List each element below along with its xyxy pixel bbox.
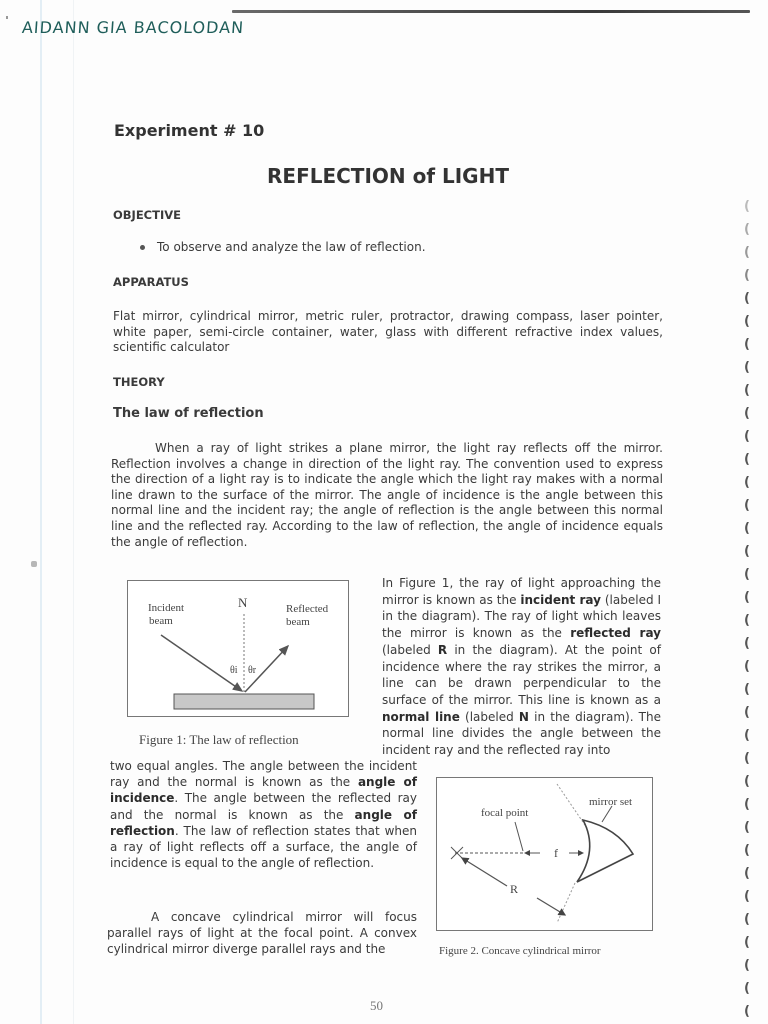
figure-1-law-of-reflection	[127, 580, 349, 717]
incident-label-2: beam	[149, 615, 173, 627]
top-rule	[232, 10, 750, 13]
reflected-label: Reflected	[286, 603, 329, 615]
mirror-set-label: mirror set	[589, 796, 633, 808]
apparatus-heading: APPARATUS	[113, 275, 189, 289]
normal-label: N	[238, 595, 248, 610]
bullet-icon	[140, 245, 145, 250]
notebook-margin-line-faint	[73, 0, 74, 1024]
reflected-label-2: beam	[286, 616, 310, 628]
objective-heading: OBJECTIVE	[113, 208, 181, 222]
page-title: REFLECTION of LIGHT	[267, 164, 509, 188]
notebook-margin-line	[40, 0, 42, 1024]
handwritten-name: AIDANN GIA BACOLODAN	[21, 18, 245, 37]
incident-label: Incident	[148, 602, 185, 614]
figure-2-caption: Figure 2. Concave cylindrical mirror	[439, 945, 601, 957]
objective-item: To observe and analyze the law of reflection.	[140, 240, 426, 254]
theta-r-label: θr	[248, 665, 257, 676]
experiment-number: Experiment # 10	[114, 121, 265, 140]
figure-2-concave-mirror	[436, 777, 653, 931]
theory-paragraph-1: When a ray of light strikes a plane mirror, the light ray reflects off the mirror. Reflection involves a change in direction of the light ray. The convention used to express the direction of a light ray is to indicate the angle which the light ray makes with a normal line drawn to the surface of the mirror. The angle of incidence is the angle between this normal line and the incident ray; the angle of reflection is the angle between this normal line and the reflected ray. According to the law of reflection, the angle of incidence equals the angle of reflection.	[111, 441, 663, 549]
scan-smudge	[31, 561, 37, 567]
radius-label: R	[510, 882, 519, 896]
theta-i-label: θi	[230, 665, 238, 676]
focal-point-label: focal point	[481, 807, 529, 819]
focal-length-label: f	[554, 846, 558, 860]
figure-1-caption: Figure 1: The law of reflection	[139, 732, 299, 747]
theory-paragraph-4: A concave cylindrical mirror will focus parallel rays of light at the focal point. A convex cylindrical mirror diverge parallel rays and the	[107, 910, 417, 957]
scan-mark	[6, 16, 8, 19]
theory-paragraph-3: two equal angles. The angle between the incident ray and the normal is known as the angle of incidence. The angle between the reflected ray and the normal is known as the angle of reflection. The law of reflection states that when a ray of light reflects off a surface, the angle of incidence is equal to the angle of reflection.	[110, 759, 418, 871]
theory-heading: THEORY	[113, 375, 165, 389]
apparatus-text: Flat mirror, cylindrical mirror, metric ruler, protractor, drawing compass, laser pointer, white paper, semi-circle container, water, glass with different refractive index values, scientific calculator	[113, 309, 663, 355]
page-number: 50	[370, 998, 383, 1013]
theory-paragraph-2: In Figure 1, the ray of light approaching the mirror is known as the incident ray (labeled I in the diagram). The ray of light which leaves the mirror is known as the reflected ray (labeled R in the diagram). At the point of incidence where the ray strikes the mirror, a line can be drawn perpendicular to the surface of the mirror. This line is known as a normal line (labeled N in the diagram). The normal line divides the angle between the incident ray and the reflected ray into	[382, 576, 662, 758]
theory-subheading: The law of reflection	[113, 406, 264, 421]
